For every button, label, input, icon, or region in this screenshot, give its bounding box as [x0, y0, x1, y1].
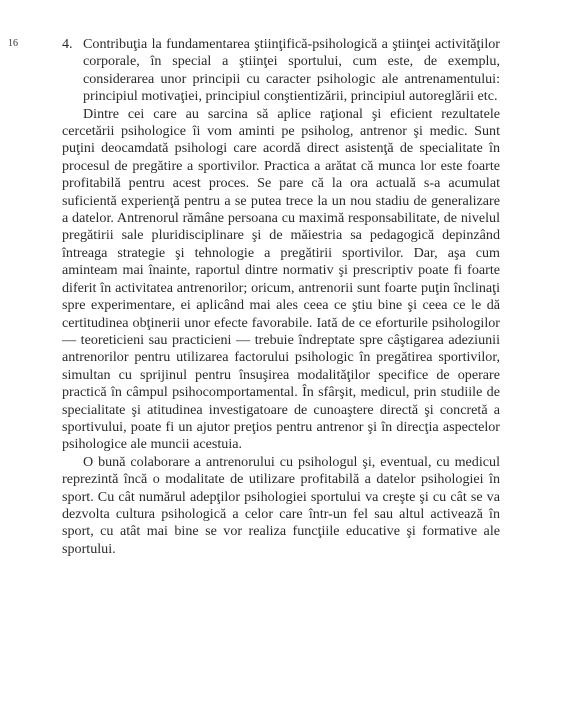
paragraph-1: Dintre cei care au sarcina să aplice raţional şi eficient rezultatele cercetării psihologice îi vom aminti pe psiholog, antrenor şi medic. Sunt puţini deocamdată psihologi care acordă direct asistenţă de specialitate în procesul de pregătire a sportivilor. Practica a arătat că munca lor este foarte profitabilă pentru acest proces. Se pare că la ora actuală s-a acumulat suficientă experienţă pentru a se putea trece la un nou stadiu de generalizare a datelor. Antrenorul rămâne persoana cu maximă responsabilitate, de nivelul pregătirii sale pluridisciplinare şi de măiestria sa pedagogică depinzând întreaga strategie şi tehnologie a pregătirii sportivilor. Dar, aşa cum aminteam mai înainte, raportul dintre normativ şi prescriptiv poate fi foarte diferit în activitatea antrenorilor; oricum, antrenorii sunt foarte puţin înclinaţi spre experimentare, ei aplicând mai ales ceea ce ştiu bine şi ceea ce le dă certitudinea obţinerii unor efecte favorabile. Iată de ce eforturile psihologilor — teoreticieni sau practicieni — trebuie îndreptate spre câştigarea adeziunii antrenorilor pentru utilizarea factorului psihologic în pregătirea sportivilor, simultan cu sprijinul pentru însuşirea modalităţilor specifice de operare practică în câmpul psihocomportamental. În sfârşit, medicul, prin studiile de specialitate şi atitudinea investigatoare de cunoaştere directă şi concretă a sportivului, poate fi un ajutor preţios pentru antrenor şi în direcţia aspectelor psihologice ale muncii acestuia. [62, 105, 500, 453]
list-item-number: 4. [62, 36, 73, 52]
paragraph-2: O bună colaborare a antrenorului cu psihologul şi, eventual, cu medicul reprezintă încă o modalitate de utilizare profitabilă a datelor psihologiei în sport. Cu cât numărul adepţilor psihologiei sportului va creşte şi cu cât se va dezvolta cultura psihologică a celor care într-un fel sau altul activează în sport, cu atât mai bine se vor realiza funcţiile educative şi formative ale sportului. [62, 453, 500, 557]
page-number: 16 [8, 38, 18, 49]
body-text [62, 36, 500, 558]
list-item-text: Contribuţia la fundamentarea ştiinţifică-psihologică a ştiinţei activităţilor corporale, în special a ştiinţei sportului, cum este, de exemplu, considerarea unor principii cu caracter psihologic ale antrenamentului: principiul motivaţiei, principiul conştientizării, principiul autoreglării etc. [83, 36, 500, 105]
list-item [62, 36, 500, 106]
